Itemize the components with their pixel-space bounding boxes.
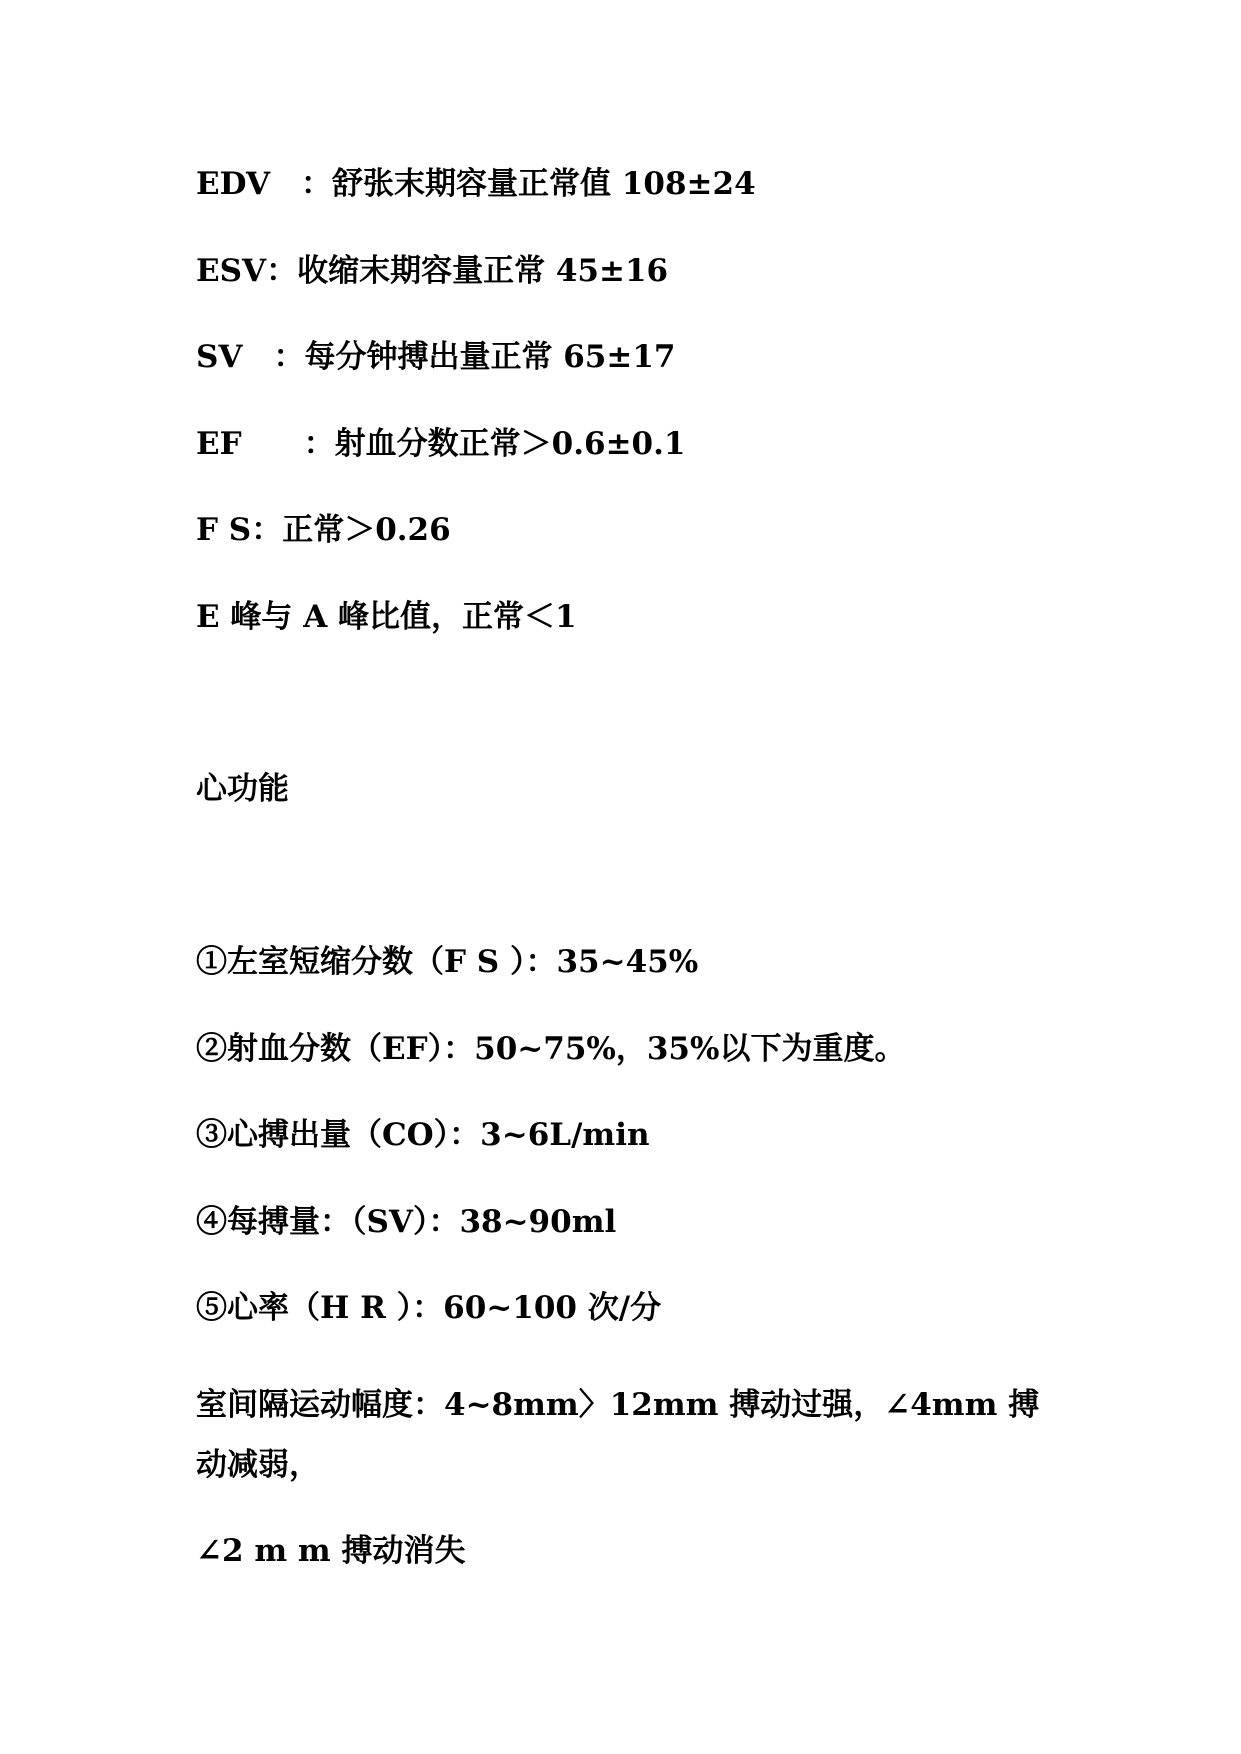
item-fs: ①左室短缩分数（F S ）：35~45%	[196, 944, 699, 980]
fs-line: F S：正常＞0.26	[196, 512, 451, 548]
item-co: ③心搏出量（CO）：3~6L/min	[196, 1117, 650, 1153]
ef-line: EF ：射血分数正常＞0.6±0.1	[196, 426, 686, 462]
cardiac-function-heading: 心功能	[196, 771, 289, 807]
esv-line: ESV：收缩末期容量正常 45±16	[196, 253, 669, 289]
item-hr: ⑤心率（H R ）：60~100 次/分	[196, 1290, 662, 1326]
edv-line: EDV ：舒张末期容量正常值 108±24	[196, 166, 756, 202]
item-sv: ④每搏量：（SV）：38~90ml	[196, 1204, 617, 1240]
sv-line: SV ：每分钟搏出量正常 65±17	[196, 339, 676, 375]
final-line: ∠2 m m 搏动消失	[196, 1533, 466, 1569]
septum-motion-paragraph: 室间隔运动幅度：4~8mm〉12mm 搏动过强，∠4mm 搏动减弱，	[196, 1387, 1040, 1483]
item-ef: ②射血分数（EF）：50~75%，35%以下为重度。	[196, 1031, 906, 1067]
e-a-ratio-line: E 峰与 A 峰比值，正常＜1	[196, 599, 577, 635]
